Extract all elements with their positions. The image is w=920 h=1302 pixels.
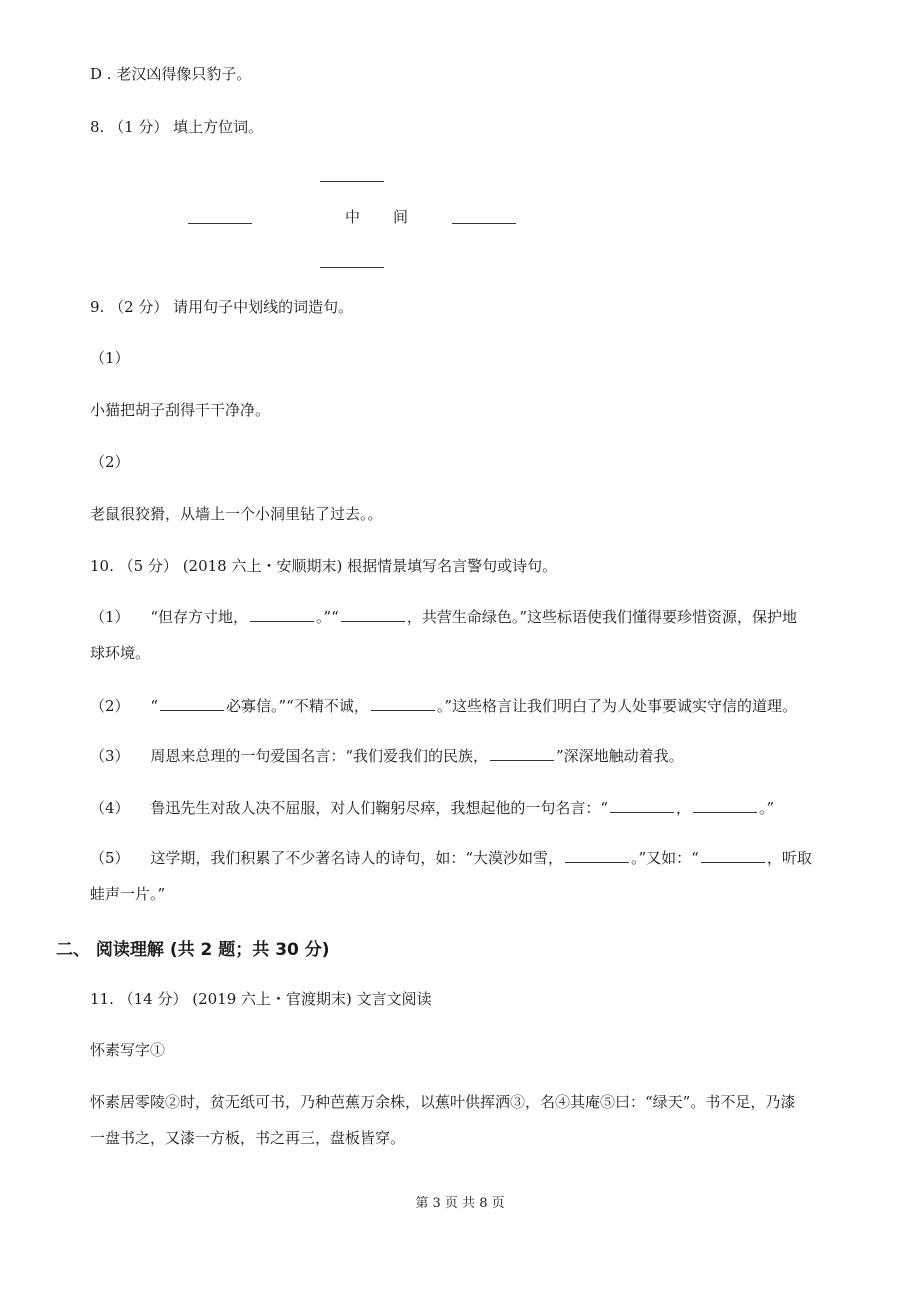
q10-item-3-part2: ”深深地触动着我。 (556, 747, 684, 765)
q10-item-5-label: （5） (90, 849, 130, 867)
q7-option-d: D . 老汉凶得像只豹子。 (90, 65, 252, 83)
q10-item-1-part1: “但存方寸地， (150, 608, 248, 626)
q10-item-5-cont: 蛙声一片。” (90, 885, 166, 903)
q8-blank-left[interactable] (188, 222, 252, 224)
q9-sub2-label: （2） (90, 453, 130, 471)
q10-item-2-part1: “ (150, 697, 158, 715)
q9-sub2-text: 老鼠很狡猾，从墙上一个小洞里钻了过去。。 (90, 505, 383, 523)
q10-item-2-blank-1[interactable] (160, 696, 224, 711)
q10-item-5 (90, 848, 812, 868)
q8-center-char-1: 中 (345, 208, 361, 226)
q10-item-2-blank-2[interactable] (371, 696, 435, 711)
q10-item-3-label: （3） (90, 747, 130, 765)
q9-sub1-text: 小猫把胡子刮得干干净净。 (90, 401, 271, 419)
q10-item-1-part2: 。”“ (316, 608, 339, 626)
q10-item-2 (90, 696, 797, 716)
q10-item-3-blank-1[interactable] (490, 746, 554, 761)
q8-blank-bottom[interactable] (320, 266, 384, 268)
q10-item-2-label: （2） (90, 697, 130, 715)
q10-item-1-part3: ，共营生命绿色。”这些标语使我们懂得要珍惜资源，保护地 (406, 608, 798, 626)
q8-blank-right[interactable] (452, 222, 516, 224)
q10-item-5-part2: 。”又如：“ (631, 849, 699, 867)
q11-passage-title: 怀素写字① (90, 1041, 166, 1059)
q10-item-4-label: （4） (90, 799, 130, 817)
q8-header: 8. （1 分） 填上方位词。 (90, 118, 264, 136)
q10-item-4-blank-1[interactable] (610, 798, 674, 813)
q10-item-5-part1: 这学期，我们积累了不少著名诗人的诗句，如：“大漠沙如雪， (150, 849, 563, 867)
q10-item-2-part2: 必寡信。”“不精不诚， (226, 697, 369, 715)
page-footer: 第 3 页 共 8 页 (415, 1196, 505, 1211)
q9-sub1-label: （1） (90, 349, 130, 367)
q11-passage-line-2: 一盘书之，又漆一方板，书之再三，盘板皆穿。 (90, 1129, 406, 1147)
q10-item-5-part3: ，听取 (766, 849, 812, 867)
q10-item-1-blank-2[interactable] (341, 607, 405, 622)
q9-header: 9. （2 分） 请用句子中划线的词造句。 (90, 298, 354, 316)
q10-item-4-blank-2[interactable] (693, 798, 757, 813)
q11-header: 11. （14 分） (2019 六上・官渡期末) 文言文阅读 (90, 990, 432, 1008)
q10-item-1-blank-1[interactable] (250, 607, 314, 622)
q10-item-3-part1: 周恩来总理的一句爱国名言：“我们爱我们的民族， (150, 747, 488, 765)
q10-item-4-part1: 鲁迅先生对敌人决不屈服，对人们鞠躬尽瘁，我想起他的一句名言：“ (150, 799, 608, 817)
q10-item-1 (90, 607, 797, 627)
q8-blank-top[interactable] (320, 180, 384, 182)
q10-item-5-blank-2[interactable] (701, 848, 765, 863)
q10-item-5-blank-1[interactable] (565, 848, 629, 863)
q10-item-3 (90, 746, 684, 766)
q10-item-2-part3: 。”这些格言让我们明白了为人处事要诚实守信的道理。 (436, 697, 798, 715)
q10-item-4-part2: ， (676, 799, 692, 817)
q8-center-char-2: 间 (393, 208, 409, 226)
section-2-title: 二、 阅读理解 (共 2 题；共 30 分) (56, 940, 330, 960)
q10-item-1-label: （1） (90, 608, 130, 626)
q10-header: 10. （5 分） (2018 六上・安顺期末) 根据情景填写名言警句或诗句。 (90, 557, 558, 575)
q11-passage-line-1: 怀素居零陵②时，贫无纸可书，乃种芭蕉万余株，以蕉叶供挥洒③，名④其庵⑤曰：“绿天”。书不足，乃漆 (90, 1093, 796, 1111)
q10-item-1-cont: 球环境。 (90, 644, 151, 662)
q10-item-4-part3: 。” (759, 799, 775, 817)
q10-item-4 (90, 798, 774, 818)
